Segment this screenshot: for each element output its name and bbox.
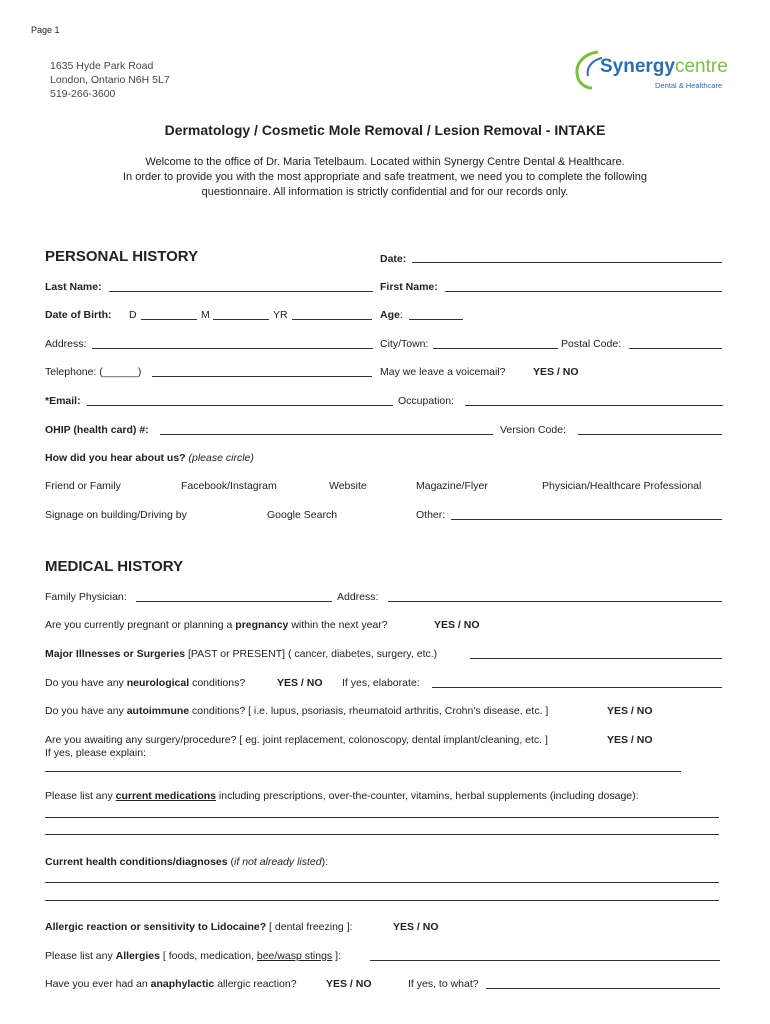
pregnancy-post: within the next year? [288,619,388,631]
lidocaine-rest: [ dental freezing ]: [266,921,353,933]
date-label: Date: [380,253,407,265]
version-code-field[interactable] [578,434,722,435]
conditions-question: Current health conditions/diagnoses (if not already listed): [45,856,329,868]
anaphylactic-what-field[interactable] [486,988,720,989]
dob-m-label: M [201,309,210,321]
first-name-label: First Name: [380,281,438,293]
age-label [380,309,403,321]
conditions-field-2[interactable] [45,900,719,901]
age-word: Age [380,309,400,321]
allergies-underlined: bee/wasp stings [256,950,333,962]
anaphylactic-pre: Have you ever had an [45,978,151,990]
major-illness-bold: Major Illnesses or Surgeries [45,648,186,660]
hear-option-physician[interactable]: Physician/Healthcare Professional [542,480,702,492]
family-physician-label: Family Physician: [45,591,127,603]
first-name-field[interactable] [445,291,722,292]
logo-word-centre: centre [674,56,728,77]
lidocaine-bold: Allergic reaction or sensitivity to Lidocaine? [45,921,267,933]
medications-question [45,790,639,802]
intro-line-1: Welcome to the office of Dr. Maria Tetelbaum. Located within Synergy Centre Dental & Healthcare. [145,156,625,168]
physician-address-label: Address: [337,591,379,603]
voicemail-question: May we leave a voicemail? [380,366,506,378]
autoimmune-pre: Do you have any [45,705,127,717]
voicemail-yes-no[interactable]: YES / NO [533,366,579,378]
hear-option-friend[interactable]: Friend or Family [45,480,121,492]
neuro-pre: Do you have any [45,677,127,689]
personal-history-heading: PERSONAL HISTORY [45,248,199,265]
address-label: Address: [45,338,87,350]
hear-option-signage[interactable]: Signage on building/Driving by [45,509,187,521]
city-label: City/Town: [380,338,429,350]
occupation-label: Occupation: [398,395,455,407]
ohip-label: OHIP (health card) #: [45,424,149,436]
city-field[interactable] [433,348,558,349]
medications-field-1[interactable] [45,817,719,818]
logo-tagline: Dental & Healthcare [655,81,723,90]
dob-month-field[interactable] [213,319,269,320]
allergies-post: ]: [332,950,341,962]
neuro-post: conditions? [189,677,246,689]
pregnancy-pre: Are you currently pregnant or planning a [45,619,236,631]
medications-pre: Please list any [45,790,116,802]
telephone-field[interactable] [152,376,372,377]
intro-text [60,155,710,200]
neuro-question [45,677,245,689]
medications-post: including prescriptions, over-the-counter, vitamins, herbal supplements (including dosage): [216,790,639,802]
dob-year-field[interactable] [292,319,372,320]
autoimmune-question [45,705,548,717]
hear-option-website[interactable]: Website [329,480,367,492]
address-field[interactable] [92,348,373,349]
last-name-label: Last Name: [45,281,102,293]
surgery-explain-field[interactable] [45,771,681,772]
address-city: London, Ontario N6H 5L7 [50,74,170,86]
medications-field-2[interactable] [45,834,719,835]
anaphylactic-bold: anaphylactic [150,978,215,990]
pregnancy-question [45,619,388,631]
email-field[interactable] [87,405,393,406]
major-illness-question [45,648,437,660]
anaphylactic-post: allergic reaction? [214,978,297,990]
occupation-field[interactable] [465,405,723,406]
synergy-logo [568,48,728,94]
pregnancy-yes-no[interactable]: YES / NO [434,619,480,631]
ohip-field[interactable] [160,434,493,435]
allergies-pre: Please list any [45,950,116,962]
lidocaine-question [45,921,353,933]
dob-yr-label: YR [273,309,288,321]
age-field[interactable] [409,319,463,320]
age-colon: : [399,309,403,321]
telephone-label: Telephone: (______) [45,366,142,378]
surgery-yes-no[interactable]: YES / NO [607,734,653,746]
email-label: *Email: [45,395,81,407]
anaphylactic-what-label: If yes, to what? [408,978,479,990]
allergies-field[interactable] [370,960,720,961]
last-name-field[interactable] [109,291,373,292]
conditions-hint: if not already listed [234,856,322,868]
autoimmune-bold: autoimmune [126,705,190,717]
anaphylactic-yes-no[interactable]: YES / NO [326,978,372,990]
allergies-mid: [ foods, medication, [159,950,257,962]
dob-label: Date of Birth: [45,309,112,321]
family-physician-field[interactable] [136,601,332,602]
surgery-question: Are you awaiting any surgery/procedure? [ eg. joint replacement, colonoscopy, dental implant/cleaning, etc. ] [45,734,548,746]
neuro-elaborate-label: If yes, elaborate: [342,677,420,689]
conditions-bold: Current health conditions/diagnoses [45,856,228,868]
hear-option-other-field[interactable] [451,519,722,520]
page-number: Page 1 [31,25,60,35]
allergies-bold: Allergies [115,950,160,962]
conditions-field-1[interactable] [45,882,719,883]
hear-about-question [45,452,254,464]
postal-label: Postal Code: [561,338,622,350]
pregnancy-bold: pregnancy [235,619,289,631]
autoimmune-post: conditions? [ i.e. lupus, psoriasis, rheumatoid arthritis, Crohn's disease, etc. ] [189,705,549,717]
address-street: 1635 Hyde Park Road [50,60,154,72]
postal-field[interactable] [629,348,722,349]
hear-option-other-label: Other: [416,509,446,521]
neuro-elaborate-field[interactable] [432,687,722,688]
hear-option-facebook[interactable]: Facebook/Instagram [181,480,277,492]
physician-address-field[interactable] [388,601,722,602]
page-title: Dermatology / Cosmetic Mole Removal / Lesion Removal - INTAKE [164,122,606,138]
dob-day-field[interactable] [141,319,197,320]
hear-option-magazine[interactable]: Magazine/Flyer [416,480,488,492]
medications-bold: current medications [115,790,216,802]
lidocaine-yes-no[interactable]: YES / NO [393,921,439,933]
autoimmune-yes-no[interactable]: YES / NO [607,705,653,717]
medical-history-heading: MEDICAL HISTORY [45,558,184,575]
date-field[interactable] [412,262,722,263]
version-code-label: Version Code: [500,424,566,436]
neuro-bold: neurological [126,677,190,689]
intro-line-3: questionnaire. All information is strictly confidential and for our records only. [201,186,569,198]
neuro-yes-no[interactable]: YES / NO [277,677,323,689]
allergies-question [45,950,341,962]
surgery-explain-label: If yes, please explain: [45,747,146,759]
dob-d-label: D [129,309,137,321]
major-illness-field[interactable] [470,658,722,659]
logo-word-synergy: Synergy [600,56,675,77]
hear-option-google[interactable]: Google Search [267,509,338,521]
address-phone: 519-266-3600 [50,88,116,100]
intro-line-2: In order to provide you with the most appropriate and safe treatment, we need you to complete the following [122,171,648,183]
major-illness-rest: [PAST or PRESENT] ( cancer, diabetes, surgery, etc.) [185,648,438,660]
hear-about-hint: (please circle) [188,452,254,464]
anaphylactic-question [45,978,297,990]
hear-about-label: How did you hear about us? [45,452,186,464]
